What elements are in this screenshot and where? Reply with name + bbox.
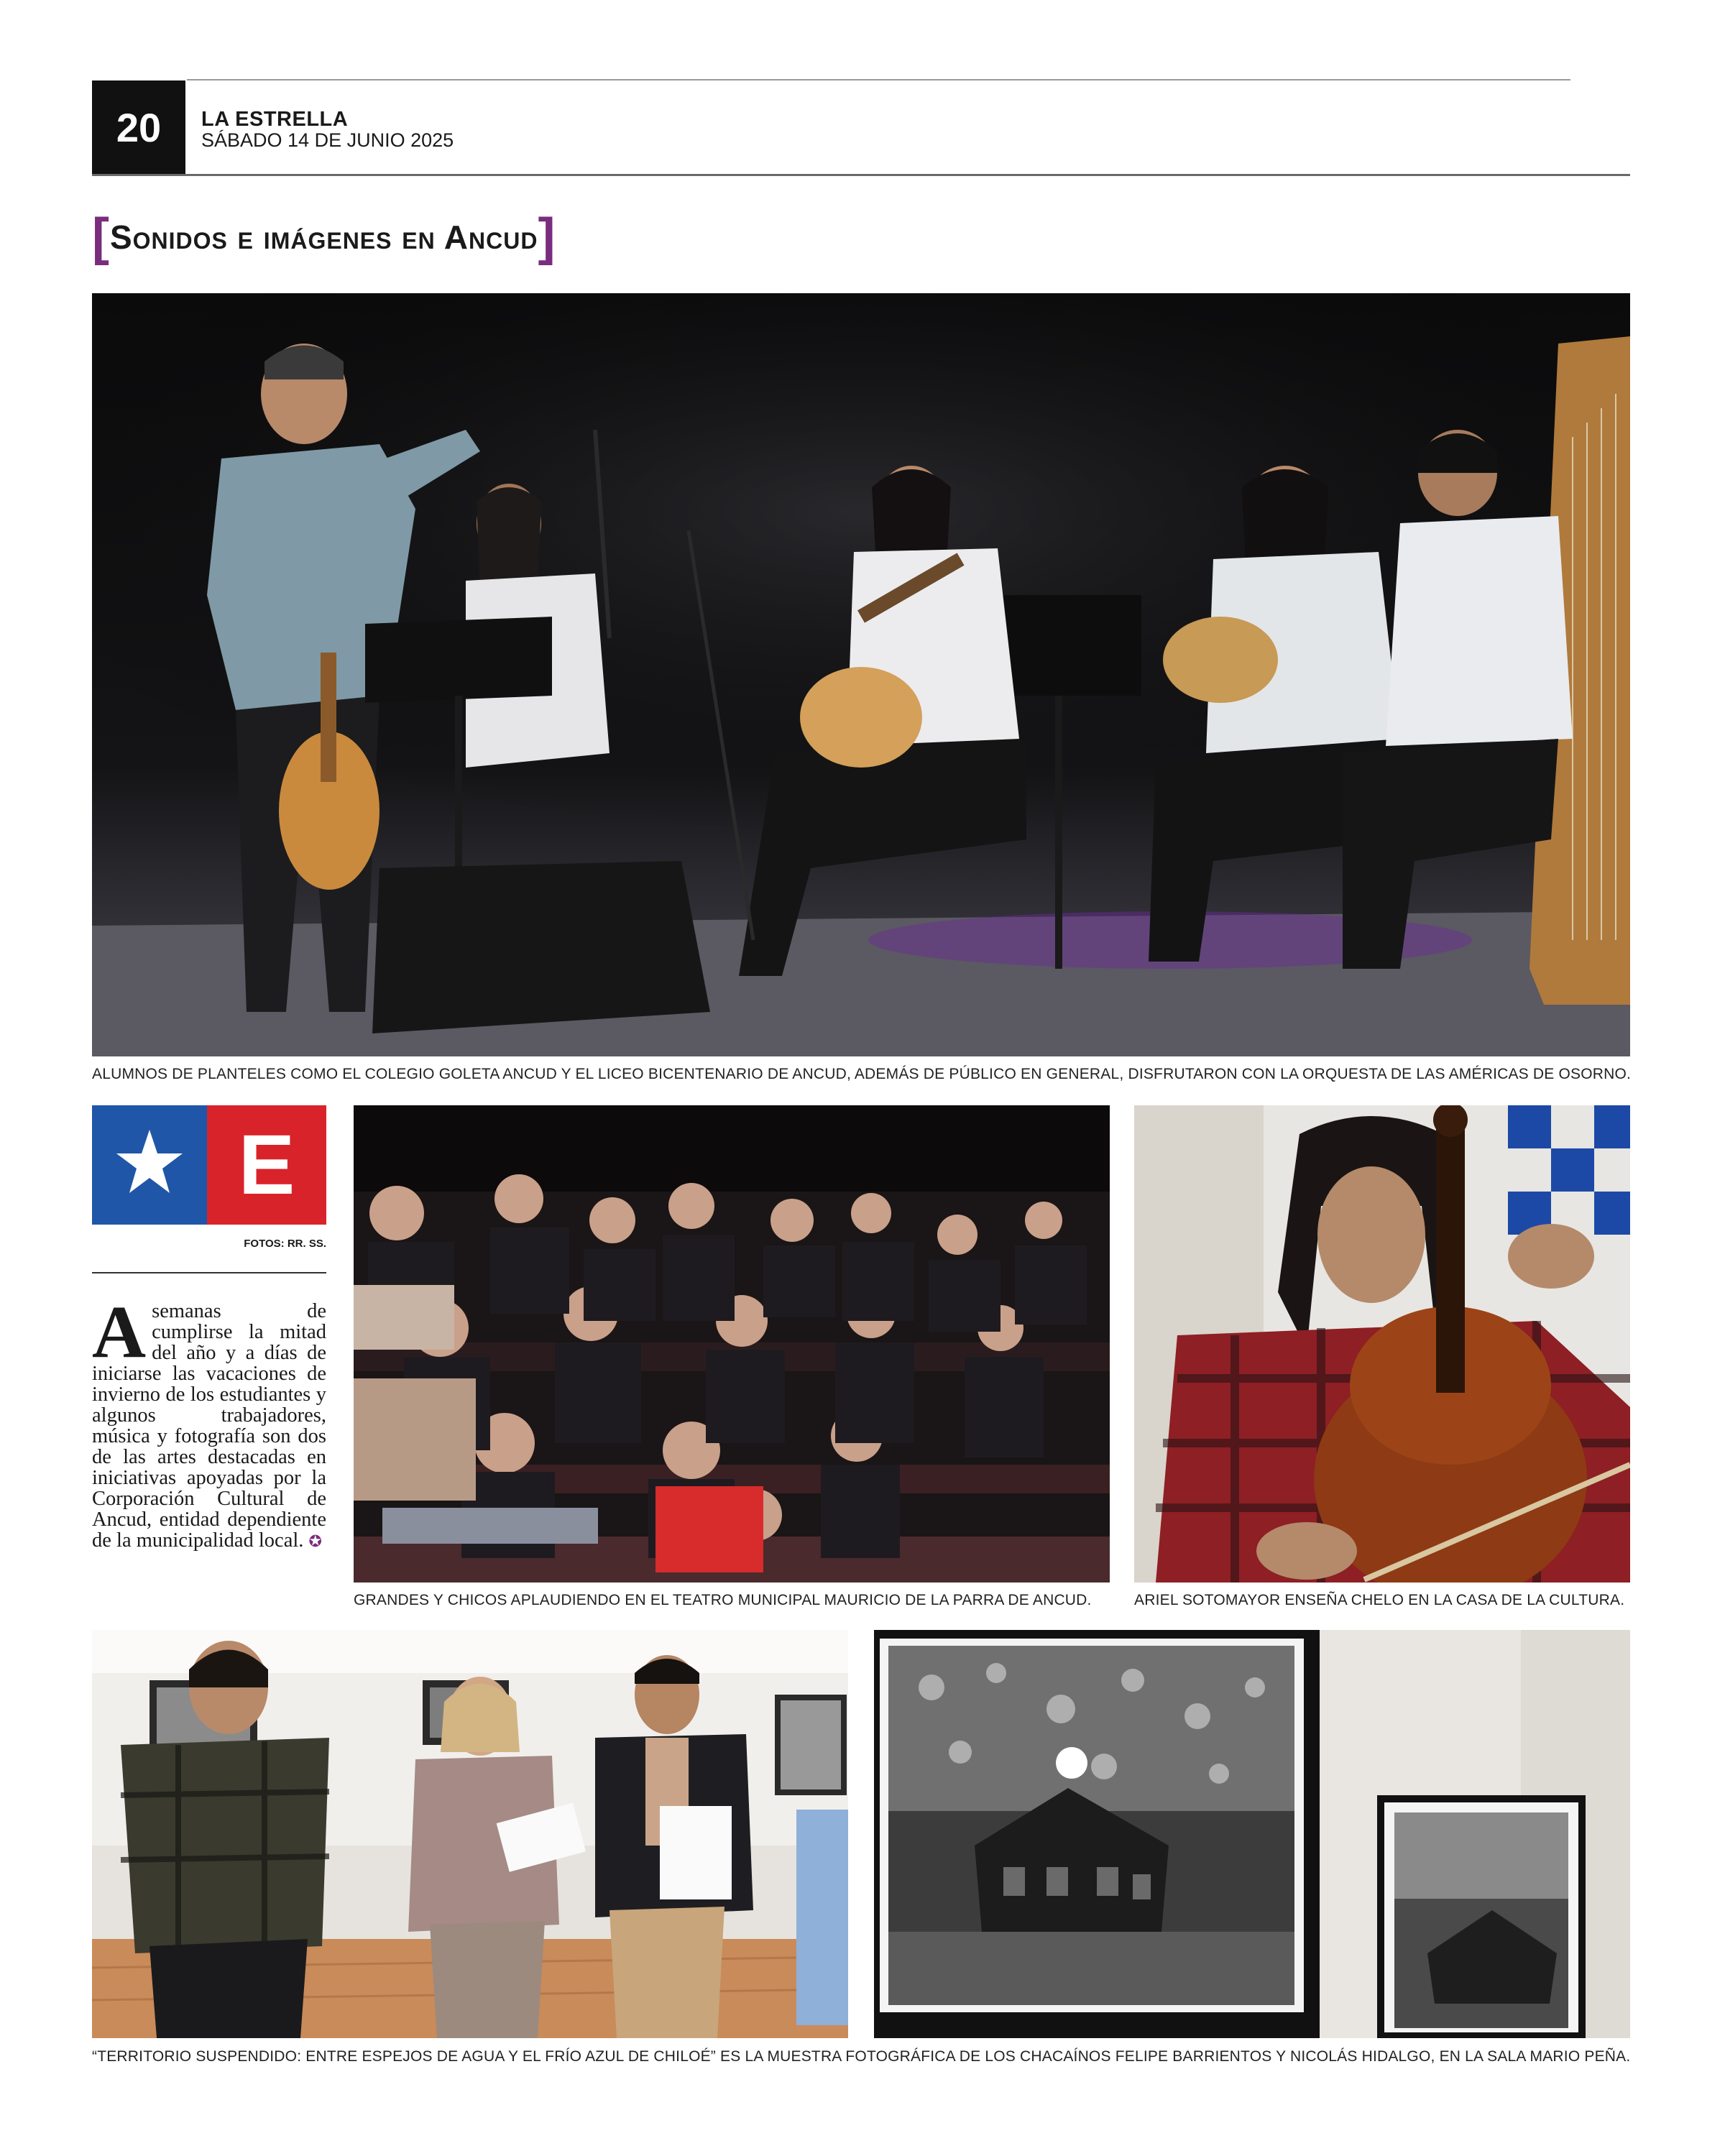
end-mark-icon: ✪	[308, 1532, 322, 1550]
article-body	[92, 1291, 326, 1552]
photo-cello	[1134, 1105, 1630, 1583]
caption-orchestra: ALUMNOS DE PLANTELES COMO EL COLEGIO GOLETA ANCUD Y EL LICEO BICENTENARIO DE ANCUD, ADEMÁS DE PÚBLICO EN GENERAL, DISFRUTARON CON LA ORQUESTA DE LAS AMÉRICAS DE OSORNO.	[92, 1066, 1632, 1082]
page-number: 20	[92, 80, 185, 174]
logo-letter: E	[238, 1118, 295, 1212]
caption-exhibition: “TERRITORIO SUSPENDIDO: ENTRE ESPEJOS DE AGUA Y EL FRÍO AZUL DE CHILOÉ” ES LA MUESTRA FOTOGRÁFICA DE LOS CHACAÍNOS FELIPE BARRIENTOS Y NICOLÁS HIDALGO, EN LA SALA MARIO PEÑA.	[92, 2048, 1631, 2065]
photo-credit: FOTOS: RR. SS.	[244, 1238, 326, 1250]
issue-date: SÁBADO 14 DE JUNIO 2025	[201, 129, 454, 151]
photo-exhibition-presenters	[92, 1630, 848, 2038]
left-bracket: [	[92, 208, 110, 266]
credit-rule	[92, 1272, 326, 1273]
star-icon	[114, 1127, 185, 1199]
paper-name: LA ESTRELLA	[201, 108, 349, 131]
photo-orchestra	[92, 293, 1630, 1056]
caption-audience: GRANDES Y CHICOS APLAUDIENDO EN EL TEATRO MUNICIPAL MAURICIO DE LA PARRA DE ANCUD.	[354, 1592, 1092, 1608]
right-bracket: ]	[538, 208, 556, 266]
caption-cello: ARIEL SOTOMAYOR ENSEÑA CHELO EN LA CASA DE LA CULTURA.	[1134, 1592, 1625, 1608]
section-title: Sonidos e imágenes en Ancud	[109, 218, 538, 256]
top-rule	[187, 79, 1570, 80]
photo-audience	[354, 1105, 1110, 1583]
brand-logo	[92, 1105, 326, 1225]
drop-cap: A	[92, 1291, 147, 1373]
article-text: semanas de cumplirse la mitad del año y a días de iniciarse las vacaciones de invierno de los estudiantes y algunos trabajadores, música y fotografía son dos de las artes destacadas en iniciativas apoyadas por la Corporación Cultural de Ancud, entidad dependiente de la municipalidad local.	[92, 1300, 326, 1552]
photo-exhibition-frames	[874, 1630, 1630, 2038]
section-heading	[92, 208, 556, 266]
header-rule	[92, 174, 1630, 176]
